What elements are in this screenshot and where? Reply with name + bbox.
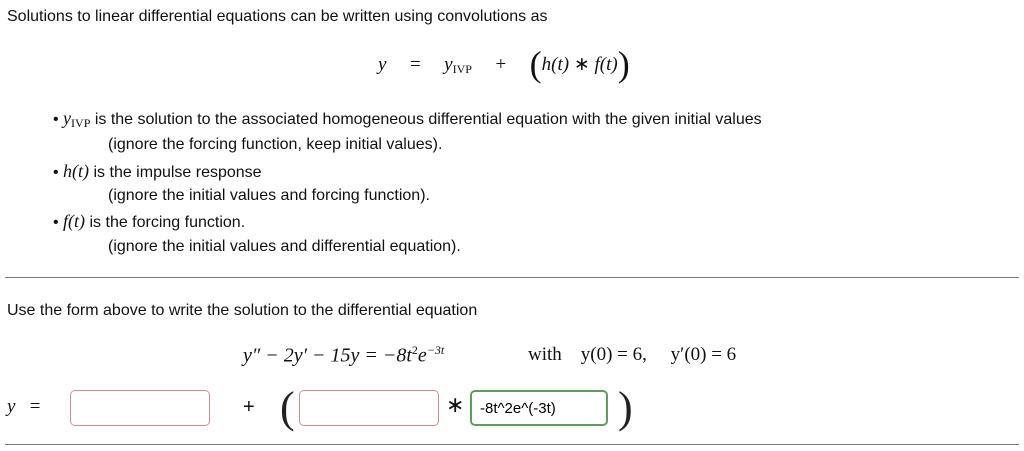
- formula-star: ∗: [573, 54, 590, 75]
- answer-y-label: y =: [7, 396, 41, 417]
- forcing-function-input[interactable]: [470, 390, 608, 426]
- answer-right-paren: ): [618, 383, 633, 432]
- divider-bottom: [5, 444, 1019, 445]
- formula-plus: +: [495, 54, 507, 75]
- formula-f: f(t): [594, 54, 618, 75]
- bullet-yivp: • yIVP is the solution to the associated homogeneous differential equation with the given initial values: [53, 108, 762, 130]
- convolution-star: ∗: [446, 392, 465, 417]
- formula-equals: =: [409, 54, 421, 75]
- answer-left-paren: (: [280, 383, 295, 432]
- formula-h: h(t): [541, 54, 570, 75]
- yivp-answer-input[interactable]: [70, 390, 210, 426]
- divider-top: [5, 277, 1019, 278]
- bullet-yivp-note: (ignore the forcing function, keep initial values).: [108, 136, 443, 153]
- formula-ivp-sub: IVP: [452, 62, 472, 76]
- bullet-forcing-note: (ignore the initial values and differential equation).: [108, 238, 461, 255]
- impulse-response-input[interactable]: [299, 390, 439, 426]
- bullet-impulse-note: (ignore the initial values and forcing function).: [108, 187, 430, 204]
- convolution-formula: y = yIVP + (h(t) ∗ f(t)): [378, 44, 630, 84]
- initial-conditions: with y(0) = 6, y′(0) = 6: [528, 344, 737, 365]
- intro-text: Solutions to linear differential equations can be written using convolutions as: [7, 8, 548, 25]
- bullet-impulse: • h(t) is the impulse response: [53, 161, 262, 181]
- answer-plus: +: [243, 396, 255, 418]
- formula-y: y: [378, 54, 387, 75]
- bullet-forcing: • f(t) is the forcing function.: [53, 211, 246, 231]
- instruction-text: Use the form above to write the solution to the differential equation: [7, 302, 478, 319]
- formula-yivp: y: [444, 54, 453, 75]
- differential-equation: $y'' - 2y' - 15y = -8t^2e^{-3t}$: [243, 343, 445, 367]
